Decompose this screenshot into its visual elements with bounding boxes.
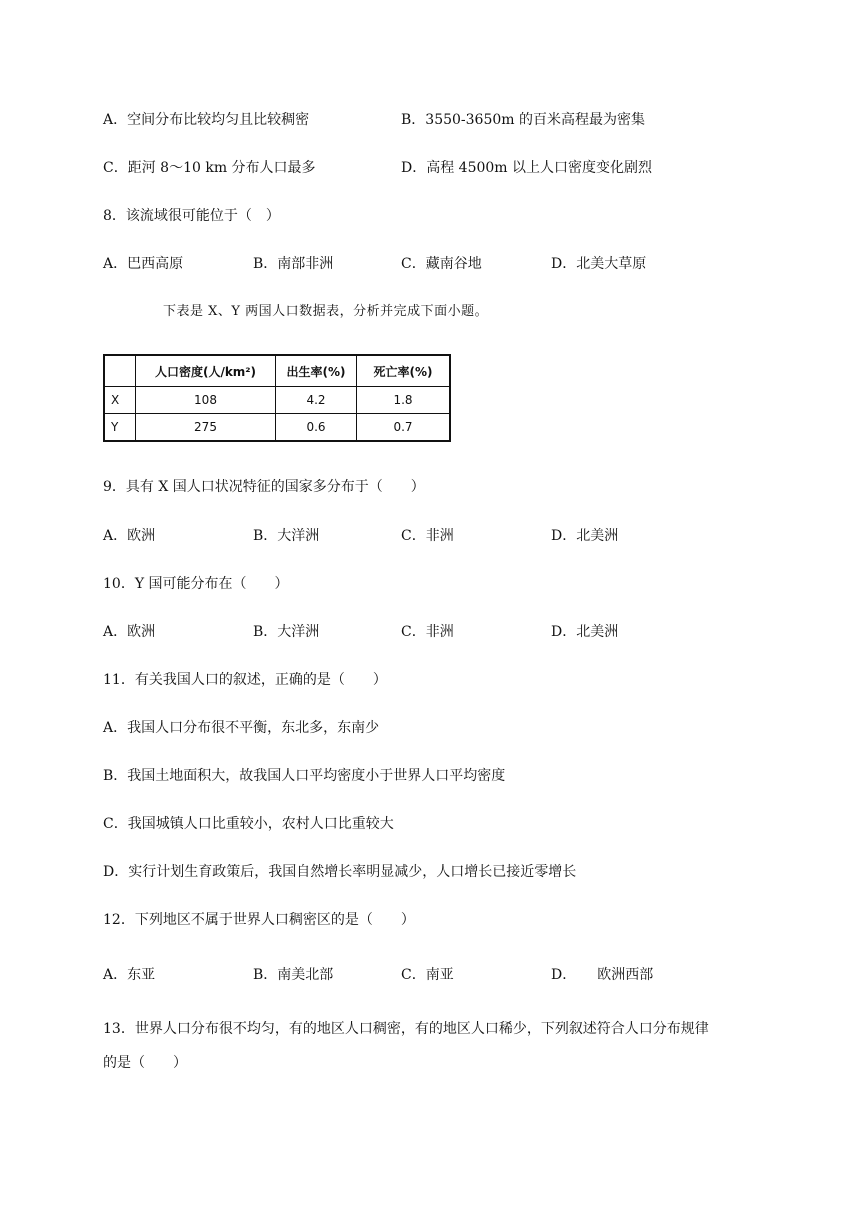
q9-option-c: C．非洲 bbox=[401, 528, 454, 544]
q8-option-c: C．藏南谷地 bbox=[401, 256, 482, 272]
q13-stem-line2: 的是（ ） bbox=[103, 1055, 187, 1071]
q11-option-d: D．实行计划生育政策后，我国自然增长率明显减少，人口增长已接近零增长 bbox=[103, 864, 577, 880]
q8-option-b: B．南部非洲 bbox=[253, 256, 334, 272]
q11-stem: 11．有关我国人口的叙述，正确的是（ ） bbox=[103, 672, 387, 688]
q11-option-c: C．我国城镇人口比重较小，农村人口比重较大 bbox=[103, 816, 394, 832]
q12-option-c: C．南亚 bbox=[401, 967, 454, 983]
q9-option-d: D．北美洲 bbox=[551, 528, 619, 544]
table-header-corner bbox=[104, 355, 136, 387]
q10-option-c: C．非洲 bbox=[401, 624, 454, 640]
q8-option-d: D．北美大草原 bbox=[551, 256, 647, 272]
table-cell-birth-rate: 0.6 bbox=[276, 414, 357, 442]
q7-option-c: C．距河 8～10 km 分布人口最多 bbox=[103, 160, 316, 176]
q9-option-a: A．欧洲 bbox=[103, 528, 156, 544]
q10-option-b: B．大洋洲 bbox=[253, 624, 320, 640]
table-cell-density: 108 bbox=[136, 387, 276, 414]
table-cell-country: Y bbox=[104, 414, 136, 442]
q12-option-b: B．南美北部 bbox=[253, 967, 334, 983]
q13-stem-line1: 13．世界人口分布很不均匀，有的地区人口稠密，有的地区人口稀少，下列叙述符合人口分布规律 bbox=[103, 1021, 709, 1037]
table-row bbox=[104, 414, 450, 442]
table-cell-birth-rate: 4.2 bbox=[276, 387, 357, 414]
q7-option-d: D．高程 4500m 以上人口密度变化剧烈 bbox=[401, 160, 653, 176]
q7-option-b: B．3550-3650m 的百米高程最为密集 bbox=[401, 112, 646, 128]
q9-option-b: B．大洋洲 bbox=[253, 528, 320, 544]
q8-stem: 8．该流域很可能位于（ ） bbox=[103, 208, 280, 224]
table-header-density: 人口密度(人/km²) bbox=[136, 355, 276, 387]
q10-option-a: A．欧洲 bbox=[103, 624, 156, 640]
q11-option-a: A．我国人口分布很不平衡，东北多，东南少 bbox=[103, 720, 380, 736]
q12-stem: 12．下列地区不属于世界人口稠密区的是（ ） bbox=[103, 912, 415, 928]
table-cell-death-rate: 1.8 bbox=[357, 387, 451, 414]
table-header-death-rate: 死亡率(%) bbox=[357, 355, 451, 387]
table-cell-density: 275 bbox=[136, 414, 276, 442]
q11-option-b: B．我国土地面积大，故我国人口平均密度小于世界人口平均密度 bbox=[103, 768, 506, 784]
table-header-row bbox=[104, 355, 450, 387]
table-cell-country: X bbox=[104, 387, 136, 414]
q7-option-a: A．空间分布比较均匀且比较稠密 bbox=[103, 112, 310, 128]
population-table bbox=[103, 354, 451, 442]
table-header-birth-rate: 出生率(%) bbox=[276, 355, 357, 387]
q10-option-d: D．北美洲 bbox=[551, 624, 619, 640]
q9-stem: 9．具有 X 国人口状况特征的国家多分布于（ ） bbox=[103, 479, 425, 495]
q12-option-a: A．东亚 bbox=[103, 967, 156, 983]
table-cell-death-rate: 0.7 bbox=[357, 414, 451, 442]
table-row bbox=[104, 387, 450, 414]
table-intro: 下表是 X、Y 两国人口数据表，分析并完成下面小题。 bbox=[163, 304, 489, 319]
q12-option-d: D． 欧洲西部 bbox=[551, 967, 654, 983]
q8-option-a: A．巴西高原 bbox=[103, 256, 184, 272]
q10-stem: 10．Y 国可能分布在（ ） bbox=[103, 576, 289, 592]
